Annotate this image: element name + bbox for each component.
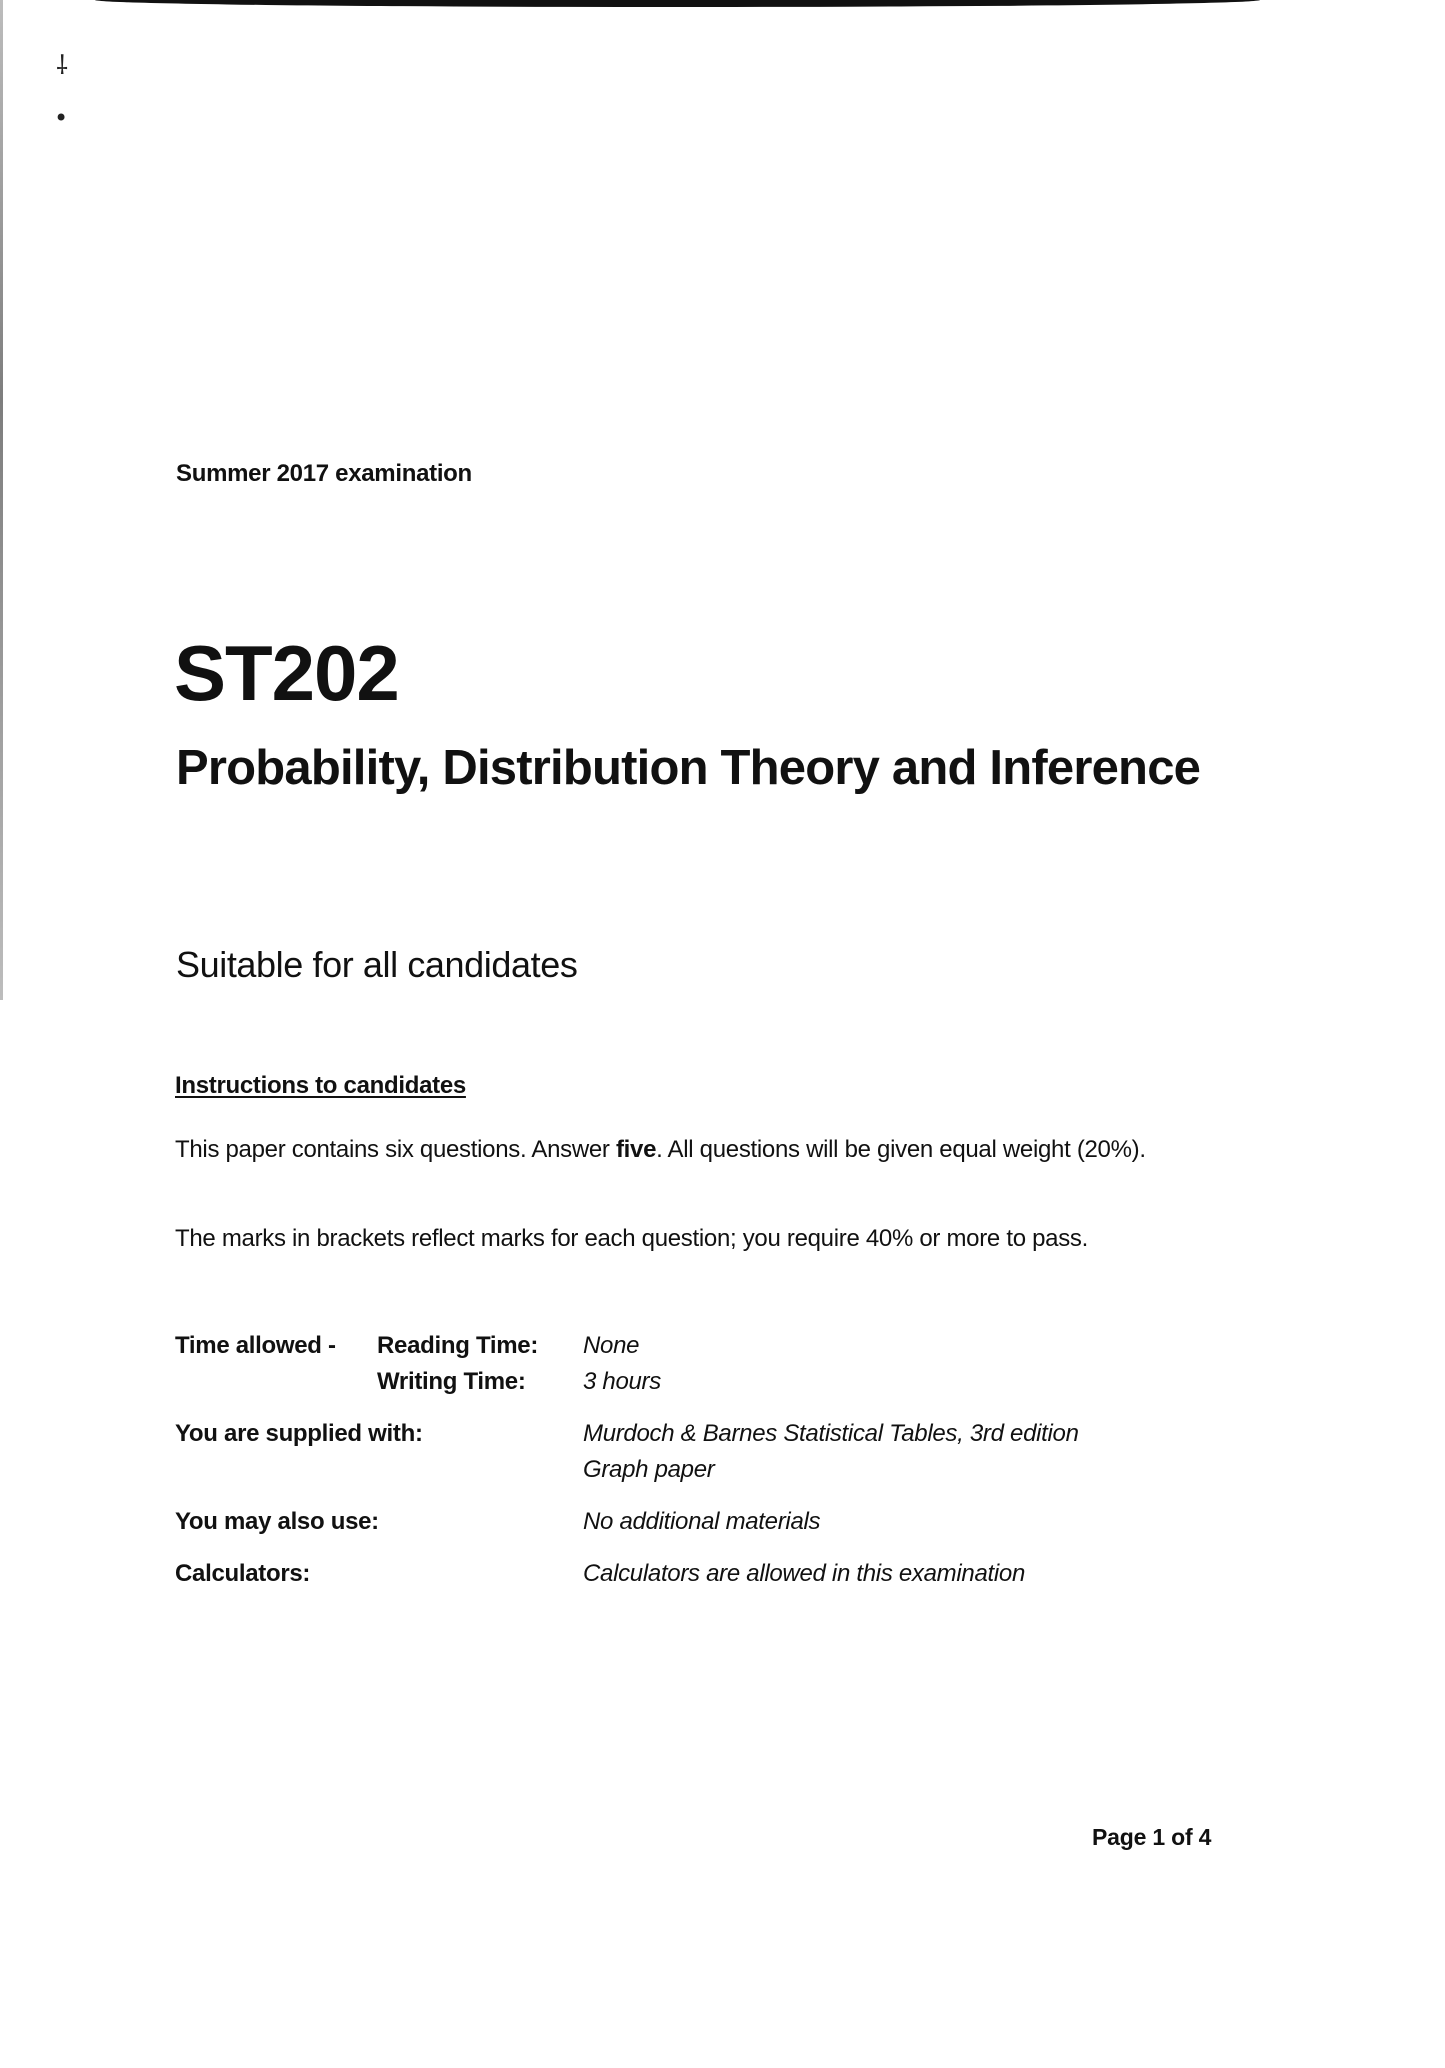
scan-mark-icon: ⸸: [56, 51, 69, 81]
writing-time-value: 3 hours: [583, 1368, 661, 1395]
instructions-text-before: This paper contains six questions. Answer: [175, 1136, 616, 1163]
reading-time-value: None: [583, 1332, 640, 1359]
top-scan-border: [95, 0, 1260, 7]
answer-count-emphasis: five: [615, 1136, 657, 1163]
instructions-paragraph-marks: The marks in brackets reflect marks for each question; you require 40% or more to pass.: [175, 1225, 1088, 1252]
course-code: ST202: [174, 629, 399, 717]
reading-time-label: Reading Time:: [377, 1332, 539, 1359]
instructions-text-after: . All questions will be given equal weight (20%).: [656, 1136, 1146, 1163]
supplied-item: Graph paper: [583, 1456, 715, 1483]
calculators-value: Calculators are allowed in this examination: [583, 1560, 1025, 1587]
writing-time-label: Writing Time:: [377, 1368, 526, 1395]
instructions-heading: Instructions to candidates: [175, 1072, 466, 1099]
calculators-label: Calculators:: [175, 1560, 311, 1587]
also-use-value: No additional materials: [583, 1508, 821, 1535]
left-scan-edge: [0, 0, 3, 1000]
also-use-label: You may also use:: [175, 1508, 379, 1535]
time-allowed-label: Time allowed -: [175, 1332, 336, 1359]
exam-session: Summer 2017 examination: [176, 460, 472, 487]
course-title: Probability, Distribution Theory and Inference: [176, 741, 1201, 795]
scan-speck-icon: •: [54, 104, 69, 132]
supplied-label: You are supplied with:: [175, 1420, 423, 1447]
page-number: Page 1 of 4: [1092, 1824, 1212, 1850]
supplied-item: Murdoch & Barnes Statistical Tables, 3rd edition: [583, 1420, 1079, 1447]
instructions-paragraph-questions: [175, 1136, 1146, 1164]
suitability-note: Suitable for all candidates: [176, 944, 578, 985]
